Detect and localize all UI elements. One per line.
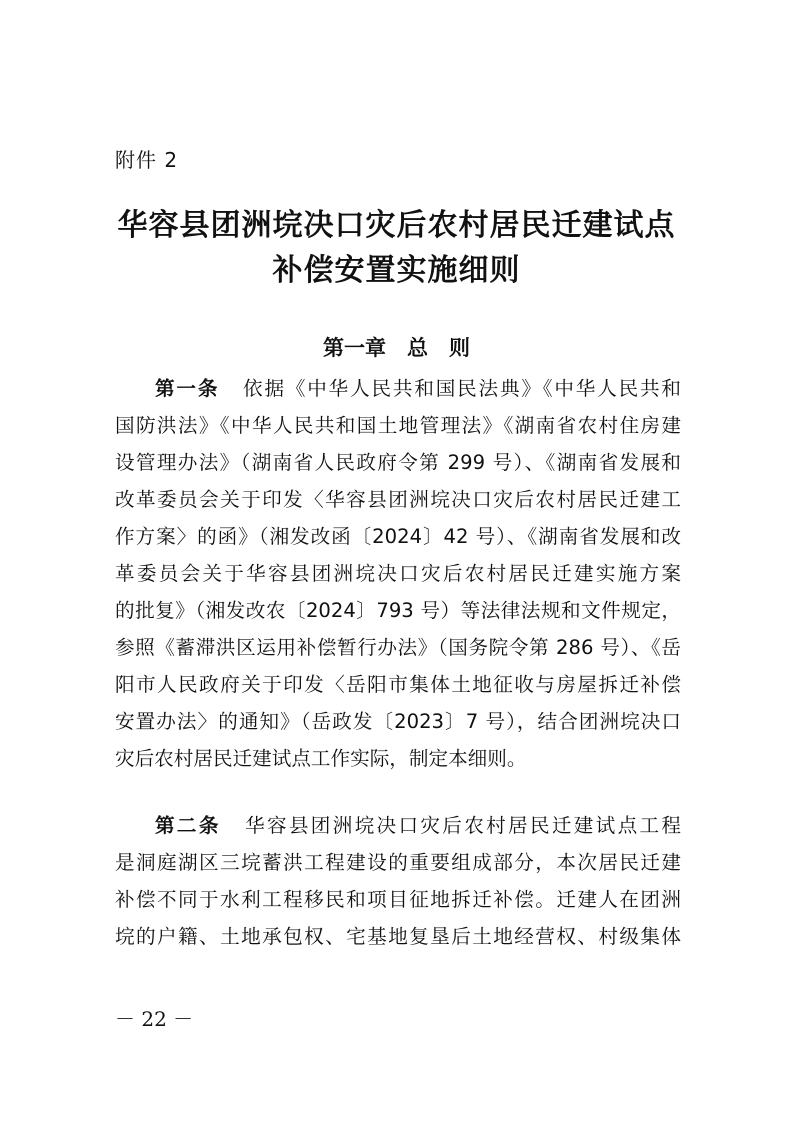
article-2-line-3: 补偿不同于水利工程移民和项目征地拆迁补偿。迁建人在团洲	[115, 888, 681, 911]
article-1-line-4: 改革委员会关于印发〈华容县团洲垸决口灾后农村居民迁建工	[115, 488, 681, 511]
article-1-line-5: 作方案〉的函》（湘发改函〔2024〕42 号）、《湖南省发展和改	[115, 525, 681, 548]
article-2-label: 第二条	[155, 814, 221, 837]
article-1-text-1: 依据《中华人民共和国民法典》《中华人民共和	[241, 377, 681, 400]
article-2-text-1: 华容县团洲垸决口灾后农村居民迁建试点工程	[242, 814, 681, 837]
article-1-line-2: 国防洪法》《中华人民共和国土地管理法》《湖南省农村住房建	[115, 414, 681, 437]
article-1-line-9: 阳市人民政府关于印发〈岳阳市集体土地征收与房屋拆迁补偿	[115, 673, 681, 696]
article-1-line-8: 参照《蓄滞洪区运用补偿暂行办法》（国务院令第 286 号）、《岳	[115, 636, 681, 659]
document-title-line-1: 华容县团洲垸决口灾后农村居民迁建试点	[117, 208, 676, 243]
article-1-line-7: 的批复》（湘发改农〔2024〕793 号）等法律法规和文件规定，	[115, 599, 681, 622]
article-1-line-1	[155, 374, 681, 404]
article-1-line-6: 革委员会关于华容县团洲垸决口灾后农村居民迁建实施方案	[115, 562, 681, 585]
article-1-label: 第一条	[155, 377, 220, 400]
document-title-line-2: 补偿安置实施细则	[272, 253, 521, 288]
article-2-line-4: 垸的户籍、土地承包权、宅基地复垦后土地经营权、村级集体	[115, 925, 681, 948]
chapter-heading: 第一章 总 则	[323, 336, 470, 360]
article-1-line-10: 安置办法〉的通知》（岳政发〔2023〕7 号），结合团洲垸决口	[115, 710, 681, 733]
article-1-line-3: 设管理办法》（湖南省人民政府令第 299 号）、《湖南省发展和	[115, 451, 681, 474]
article-1-line-11: 灾后农村居民迁建试点工作实际，制定本细则。	[115, 747, 527, 770]
article-2-line-1	[155, 811, 681, 841]
article-2-line-2: 是洞庭湖区三垸蓄洪工程建设的重要组成部分，本次居民迁建	[115, 851, 681, 874]
attachment-label: 附件 2	[115, 148, 179, 172]
page-number: － 22 －	[115, 1007, 194, 1031]
